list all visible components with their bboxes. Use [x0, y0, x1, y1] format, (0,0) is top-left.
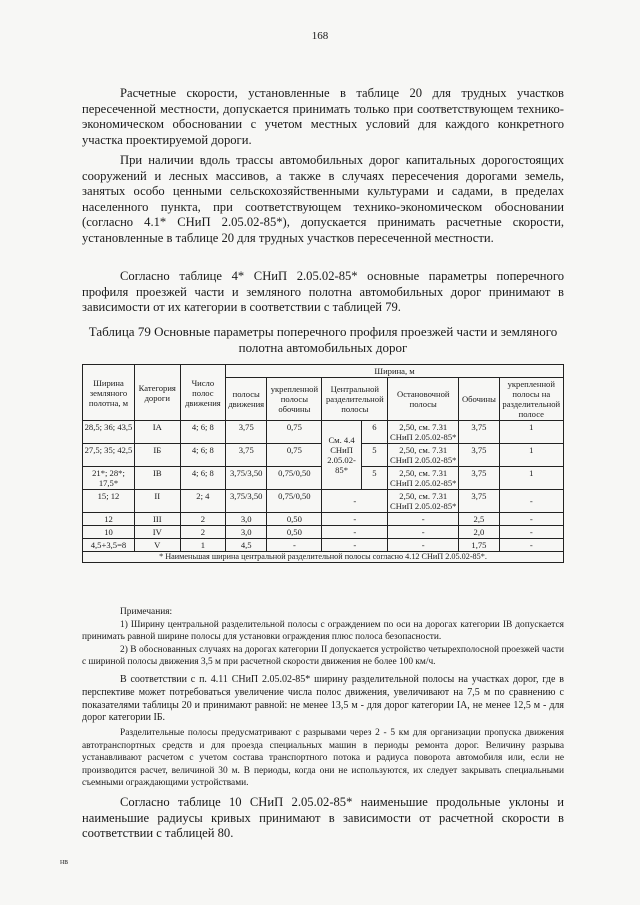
paragraph-gradients-reference [82, 795, 564, 842]
cell-lane-width: 3,75/3,50 [226, 467, 267, 490]
paragraph-special-conditions [82, 153, 564, 247]
cell-stopping: 2,50, см. 7.31 СНиП 2.05.02-85* [388, 467, 459, 490]
cell-reinforced: 0,75/0,50 [267, 490, 322, 513]
cell-shoulder: 2,0 [459, 526, 499, 539]
cell-width: 28,5; 36; 43,5 [83, 421, 135, 444]
cell-width: 10 [83, 526, 135, 539]
paragraph-table-reference [82, 269, 564, 316]
cell-stopping: - [388, 513, 459, 526]
cell-reinforced-divider: - [499, 513, 563, 526]
cell-lane-width: 3,75/3,50 [226, 490, 267, 513]
header-reinforced-shoulder: укрепленной полосы обочины [267, 378, 322, 421]
cell-category: IБ [134, 444, 180, 467]
cell-reinforced-divider: - [499, 490, 563, 513]
cell-central: - [322, 490, 388, 513]
cell-central-merged: См. 4.4 СНиП 2.05.02-85* [322, 421, 361, 490]
cell-central: 5 [361, 444, 388, 467]
paragraph-design-speeds [82, 86, 564, 148]
cell-reinforced-divider: 1 [499, 421, 563, 444]
cell-central: 6 [361, 421, 388, 444]
cell-reinforced-divider: - [499, 539, 563, 552]
cell-central: - [322, 513, 388, 526]
cell-stopping: - [388, 539, 459, 552]
cell-shoulder: 3,75 [459, 467, 499, 490]
cell-reinforced-divider: 1 [499, 467, 563, 490]
table-row [83, 513, 564, 526]
paragraph-text: При наличии вдоль трассы автомобильных дорог капитальных дорогостоящих сооружений и лесных массивов, а также в случаях пересечения дорогами земель, занятых особо ценными сельскохозяйственными культурами и садами, в пределах населенного пункта, при соответствующем технико-экономическом обосновании (согласно 4.1* СНиП 2.05.02-85*), допускается принимать расчетные скорости, установленные в таблице 20 для трудных участков пересеченной местности. [82, 153, 564, 245]
cell-reinforced: 0,50 [267, 526, 322, 539]
cell-lanes: 2 [180, 526, 226, 539]
notes-title: Примечания: [120, 607, 173, 617]
cell-stopping: - [388, 526, 459, 539]
cell-lane-width: 3,0 [226, 526, 267, 539]
cell-category: V [134, 539, 180, 552]
cell-lanes: 2 [180, 513, 226, 526]
cell-lanes: 4; 6; 8 [180, 444, 226, 467]
cell-reinforced: 0,50 [267, 513, 322, 526]
corner-mark: нв [60, 857, 69, 866]
paragraph-divider-width [82, 674, 564, 725]
cell-reinforced-divider: - [499, 526, 563, 539]
note-2: 2) В обоснованных случаях на дорогах категории II допускается устройство четырехполосной проезжей части с шириной полосы движения 3,5 м при расчетной скорости движения не более 100 км/ч. [82, 644, 564, 668]
cell-stopping: 2,50, см. 7.31 СНиП 2.05.02-85* [388, 444, 459, 467]
cell-stopping: 2,50, см. 7.31 СНиП 2.05.02-85* [388, 421, 459, 444]
cell-category: IA [134, 421, 180, 444]
page-number: 168 [311, 30, 329, 42]
header-width-group: Ширина, м [226, 365, 564, 378]
table-caption: Таблица 79 Основные параметры поперечного профиля проезжей части и земляного полотна автомобильных дорог [88, 324, 558, 355]
cell-shoulder: 3,75 [459, 490, 499, 513]
cell-lanes: 1 [180, 539, 226, 552]
header-stopping-lane: Остановочной полосы [388, 378, 459, 421]
cell-width: 15; 12 [83, 490, 135, 513]
note-1: 1) Ширину центральной разделительной полосы с ограждением по оси на дорогах категории IB допускается принимать равной ширине полосы для установки ограждения плюс полоса безопасности. [82, 619, 564, 643]
cell-category: IV [134, 526, 180, 539]
cell-reinforced: - [267, 539, 322, 552]
table-row [83, 490, 564, 513]
table-footnote: * Наименьшая ширина центральной разделительной полосы согласно 4.12 СНиП 2.05.02-85*. [83, 552, 564, 563]
cell-reinforced-divider: 1 [499, 444, 563, 467]
cell-width: 12 [83, 513, 135, 526]
cell-width: 4,5+3,5=8 [83, 539, 135, 552]
cell-reinforced: 0,75 [267, 444, 322, 467]
cell-reinforced: 0,75 [267, 421, 322, 444]
paragraph-text: В соответствии с п. 4.11 СНиП 2.05.02-85* ширину разделительной полосы на участках дорог, где в перспективе может потребоваться увеличение числа полос движения, увеличивают на 7,5 м по сравнению с показателями таблицы 20 и принимают равной: не менее 13,5 м - для дорог категории IA, не менее 12,5 м - для дорог категории IБ. [82, 674, 564, 724]
cell-stopping: 2,50, см. 7.31 СНиП 2.05.02-85* [388, 490, 459, 513]
table-row [83, 421, 564, 444]
paragraph-text: Согласно таблице 4* СНиП 2.05.02-85* основные параметры поперечного профиля проезжей части и земляного полотна автомобильных дорог принимают в зависимости от их категории в соответствии с таблицей 79. [82, 269, 564, 315]
header-roadbed-width: Ширина земляного полотна, м [83, 365, 135, 421]
cell-shoulder: 2,5 [459, 513, 499, 526]
cell-shoulder: 3,75 [459, 421, 499, 444]
cell-lanes: 4; 6; 8 [180, 421, 226, 444]
table-footnote-row [83, 552, 564, 563]
cell-category: IB [134, 467, 180, 490]
cell-width: 27,5; 35; 42,5 [83, 444, 135, 467]
cell-lane-width: 4,5 [226, 539, 267, 552]
cell-shoulder: 3,75 [459, 444, 499, 467]
header-central-divider: Центральной разделительной полосы [322, 378, 388, 421]
cell-lane-width: 3,75 [226, 421, 267, 444]
table-row [83, 526, 564, 539]
cell-central: - [322, 539, 388, 552]
cell-lanes: 4; 6; 8 [180, 467, 226, 490]
header-shoulders: Обочины [459, 378, 499, 421]
paragraph-text: Разделительные полосы предусматривают с разрывами через 2 - 5 км для организации пропуска движения автотранспортных средств и для проезда специальных машин в периоды ремонта дорог. Величину разрыва устанавливают расчетом с учетом состава транспортного потока и радиуса поворота автомобиля или, если не производится расчет, величиной 30 м. В периоды, когда они не используются, их следует закрывать специальными съемными ограждающими устройствами. [82, 728, 564, 789]
header-lanes: Число полос движения [180, 365, 226, 421]
cross-section-table [82, 364, 564, 563]
paragraph-text: Согласно таблице 10 СНиП 2.05.02-85* наименьшие продольные уклоны и наименьшие радиусы кривых принимают в зависимости от расчетной скорости в соответствии с таблицей 80. [82, 795, 564, 841]
cell-central: 5 [361, 467, 388, 490]
cell-lane-width: 3,75 [226, 444, 267, 467]
header-category: Категория дороги [134, 365, 180, 421]
paragraph-text: Расчетные скорости, установленные в таблице 20 для трудных участков пересеченной местности, допускается принимать только при соответствующем технико-экономическом обосновании с учетом местных условий для каждого конкретного участка проектируемой дороги. [82, 86, 564, 147]
header-lane-width: полосы движения [226, 378, 267, 421]
cell-lanes: 2; 4 [180, 490, 226, 513]
cell-reinforced: 0,75/0,50 [267, 467, 322, 490]
table-row [83, 539, 564, 552]
cell-category: II [134, 490, 180, 513]
cell-lane-width: 3,0 [226, 513, 267, 526]
cell-category: III [134, 513, 180, 526]
header-reinforced-divider: укрепленной полосы на разделительной полосе [499, 378, 563, 421]
notes-block [82, 606, 564, 669]
paragraph-divider-gaps [82, 727, 564, 790]
cell-central: - [322, 526, 388, 539]
cell-width: 21*; 28*; 17,5* [83, 467, 135, 490]
cell-shoulder: 1,75 [459, 539, 499, 552]
